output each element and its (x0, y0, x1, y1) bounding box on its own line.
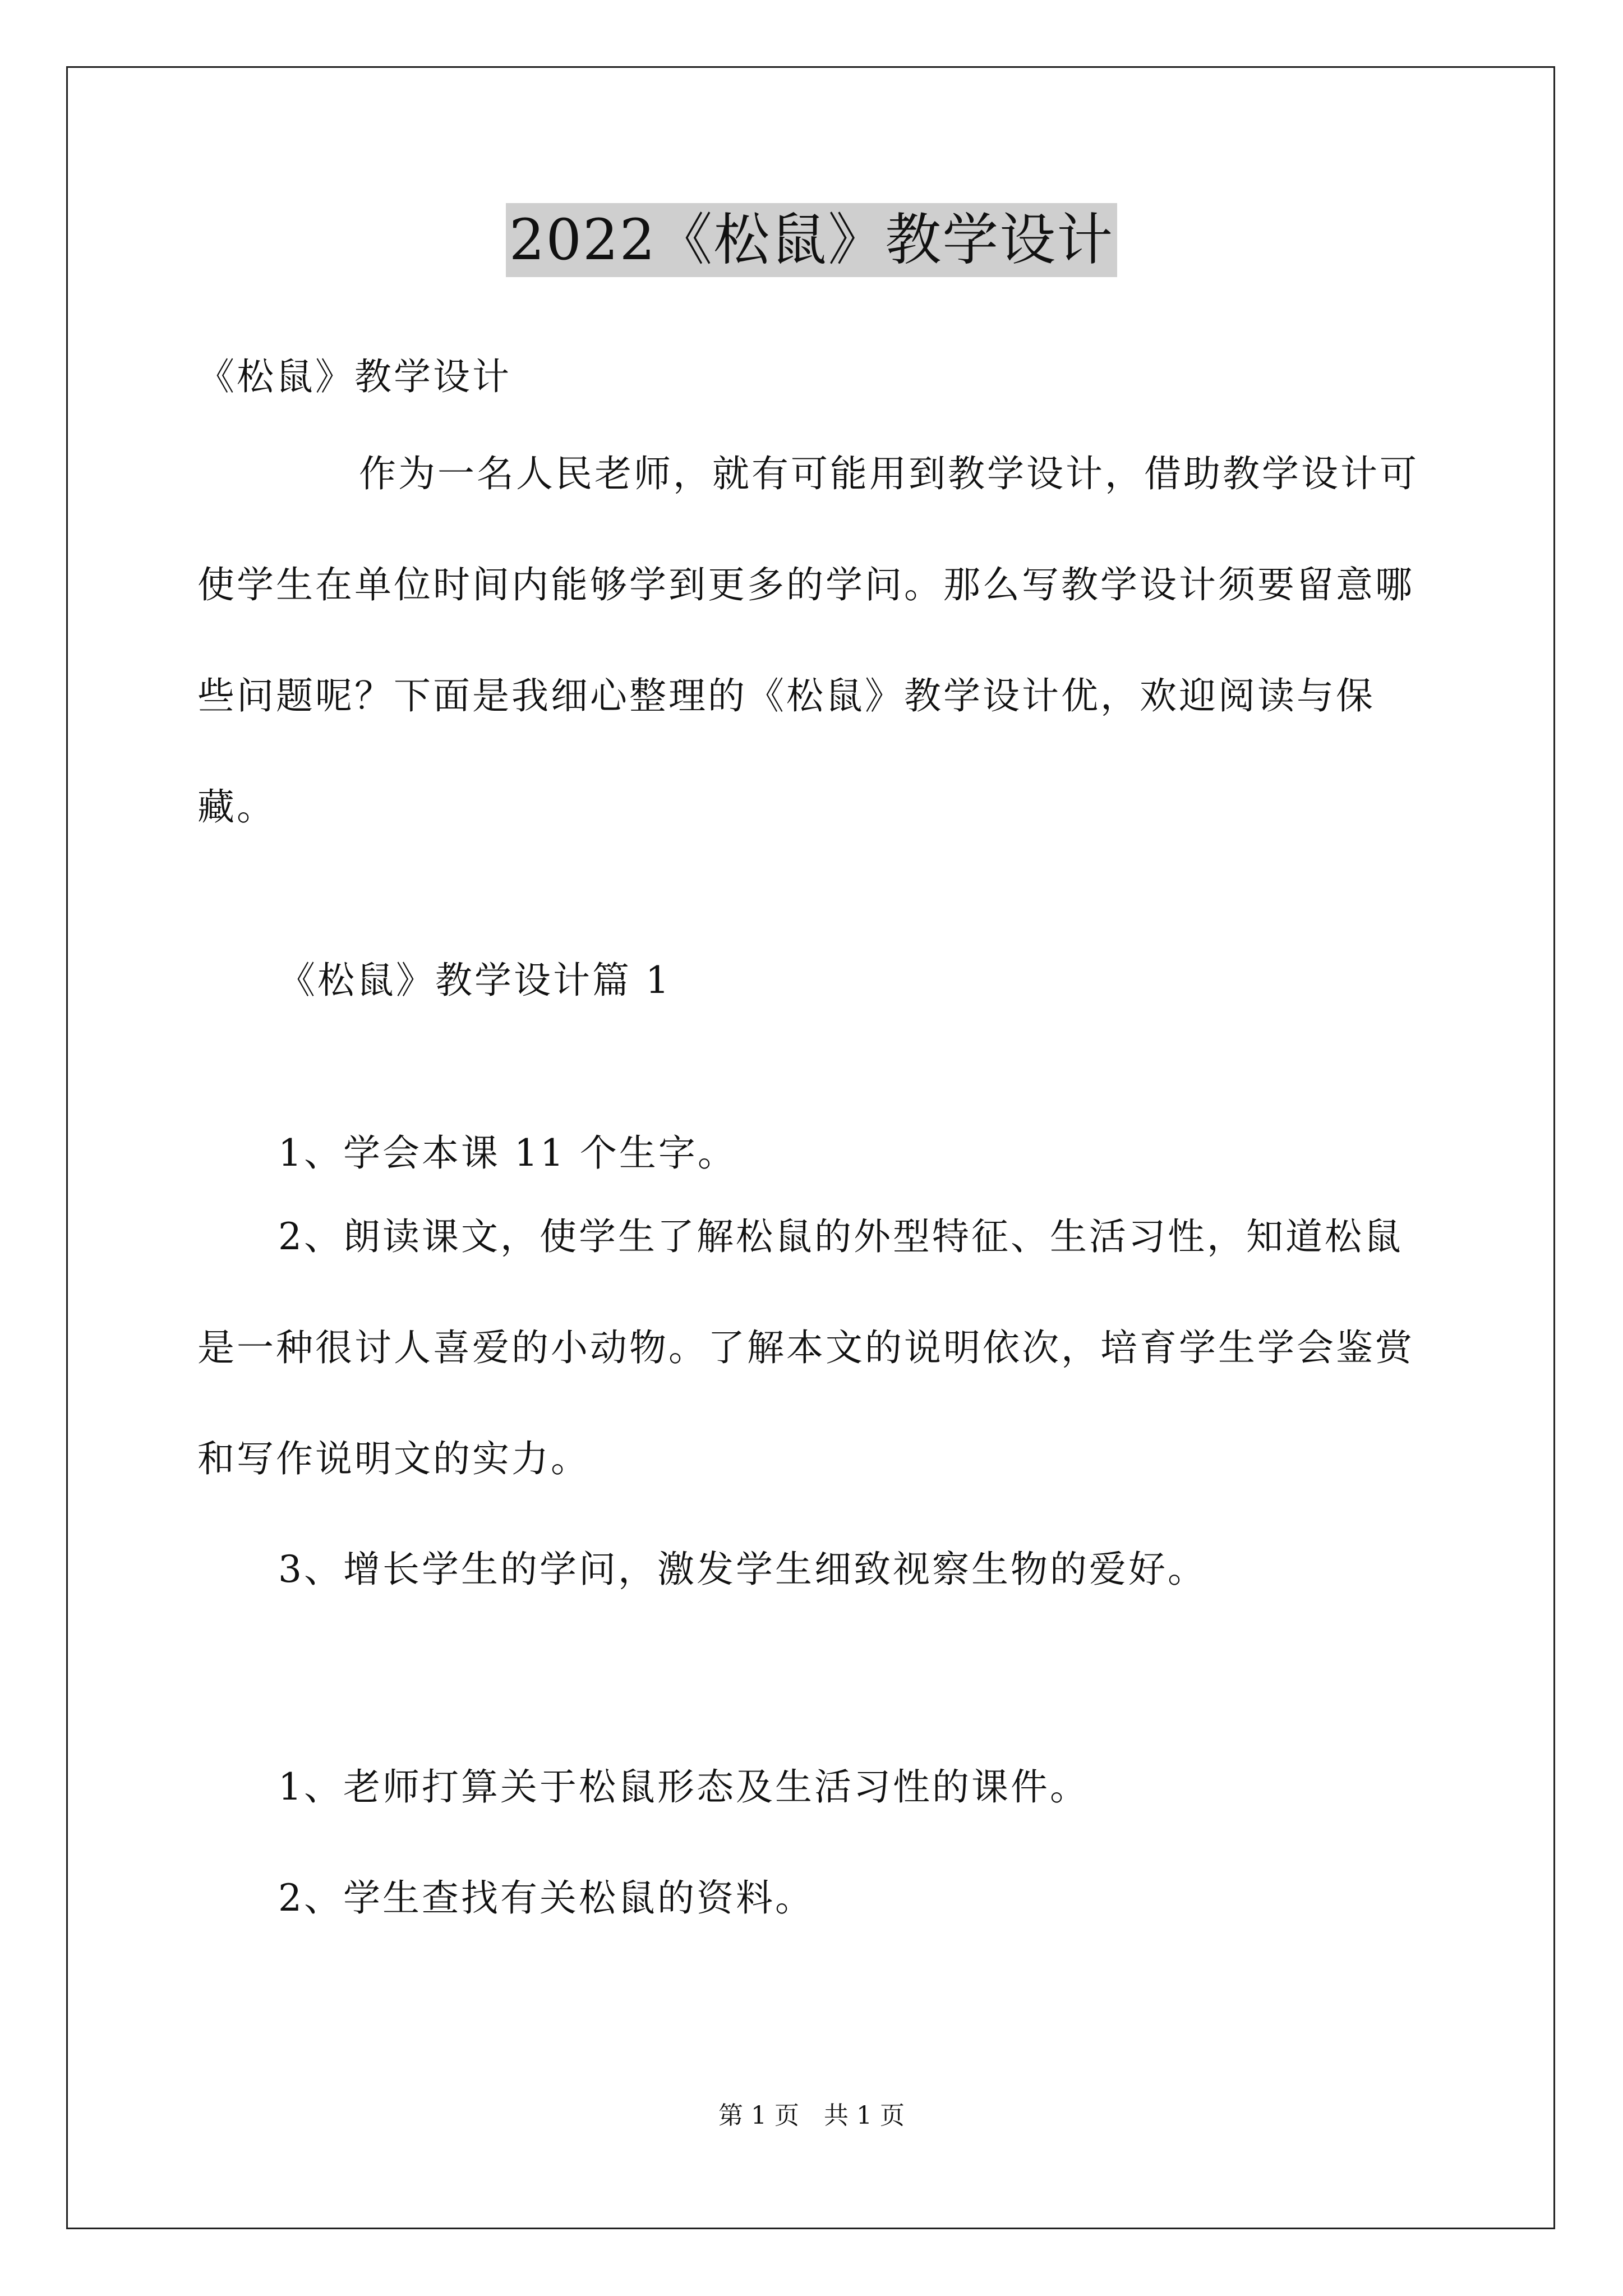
prep-item: 1、老师打算关于松鼠形态及生活习性的课件。 (278, 1765, 1089, 1809)
goal-item: 1、学会本课 11 个生字。 (278, 1131, 737, 1175)
page-number-total: 共 1 页 (824, 2101, 905, 2130)
document-subtitle: 《松鼠》教学设计 (197, 355, 511, 398)
goal-item: 3、增长学生的学问，激发学生细致视察生物的爱好。 (278, 1548, 1207, 1591)
goal-item: 2、朗读课文，使学生了解松鼠的外型特征、生活习性，知道松鼠是一种很讨人喜爱的小动物。了解本文的说明依次，培育学生学会鉴赏和写作说明文的实力。 (197, 1215, 1414, 1480)
prep-item: 2、学生查找有关松鼠的资料。 (278, 1876, 814, 1920)
section-heading: 《松鼠》教学设计篇 1 (278, 959, 671, 1002)
title-wrap (0, 203, 1623, 277)
document-title: 2022《松鼠》教学设计 (506, 203, 1118, 277)
page-footer (0, 2099, 1623, 2133)
intro-paragraph: 作为一名人民老师，就有可能用到教学设计，借助教学设计可使学生在单位时间内能够学到更多的学问。那么写教学设计须要留意哪些问题呢？下面是我细心整理的《松鼠》教学设计优，欢迎阅读与保藏。 (197, 452, 1419, 829)
document-body (197, 314, 1437, 1926)
page-number-current: 第 1 页 (718, 2101, 799, 2130)
